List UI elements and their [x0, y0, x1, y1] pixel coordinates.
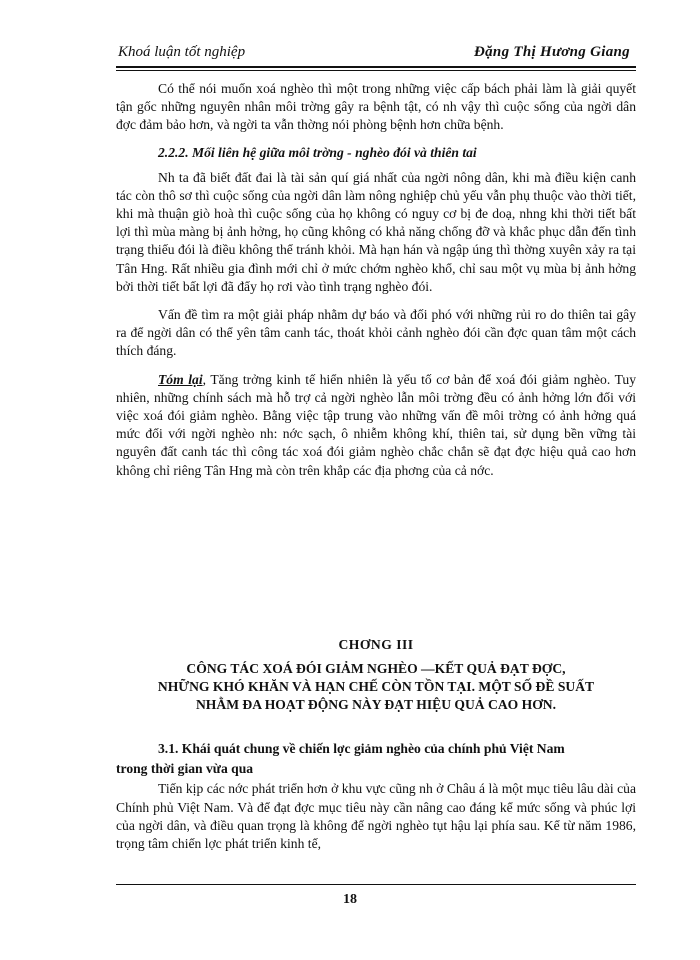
- header-rule-thin: [116, 70, 636, 71]
- footer-rule: [116, 884, 636, 885]
- paragraph-2: Nh ta đã biết đất đai là tài sản quí giá nhất của ngời nông dân, khi mà điều kiện canh tác còn thô sơ thì cuộc sống của ngời dân làm nông nghiệp chủ yếu vẫn phụ thuộc vào thời tiết, khi mà thuận giò hoà thì cuộc sống của họ không có nguy cơ bị đe doạ, nhng khi thời tiết bất lợi thì mùa màng bị ảnh hởng, họ cũng không có khả năng chống đỡ và khắc phục dẫn đến tình trạng thiếu đói là điều không thể tránh khỏi. Mà hạn hán và ngập úng thì thờng xuyên xảy ra tại Tân Hng. Rất nhiều gia đình mới chỉ ở mức chớm nghèo khổ, chỉ sau một vụ mùa bị ảnh hởng bởi thời tiết bất lợi đã đẩy họ rơi vào tình trạng nghèo đói.: [116, 169, 636, 294]
- paragraph-4-text: , Tăng trởng kinh tế hiển nhiên là yếu tố cơ bản để xoá đói giảm nghèo. Tuy nhiên, những chính sách mà hỗ trợ cả ngời nghèo lẫn môi trờng đều có ảnh hởng lớn đối với việc xoá đói giảm nghèo. Bằng việc tập trung vào những vấn đề môi trờng có ảnh hởng quá mức đối với ngời nghèo nh: nớc sạch, ô nhiễm không khí, thiên tai, sử dụng bền vững tài nguyên đất canh tác thì công tác xoá đói giảm nghèo chắc chắn sẽ đạt đợc hiệu quả cao hơn không chỉ riêng Tân Hng mà còn trên khắp các địa phơng của cả nớc.: [116, 371, 636, 478]
- summary-label: Tóm lại: [158, 371, 203, 387]
- paragraph-4: [116, 371, 636, 480]
- paragraph-1: Có thể nói muốn xoá nghèo thì một trong những việc cấp bách phải làm là giải quyết tận gốc những nguyên nhân môi trờng gây ra bệnh tật, có nh vậy thì cuộc sống của ngời dân đợc đảm bảo hơn, và ngời ta vẫn thờng nói phòng bệnh hơn chữa bệnh.: [116, 81, 636, 133]
- chapter-title-line-1: CÔNG TÁC XOÁ ĐÓI GIẢM NGHÈO —KẾT QUẢ ĐẠT ĐỢC,: [186, 661, 566, 676]
- chapter-label: CHƠNG III: [338, 637, 414, 652]
- chapter-title-line-2: NHỮNG KHÓ KHĂN VÀ HẠN CHẾ CÒN TỒN TẠI. MỘT SỐ ĐỀ SUẤT: [157, 679, 595, 694]
- subheading-2-2-2: 2.2.2. Mối liên hệ giữa môi trờng - nghèo đói và thiên tai: [158, 144, 477, 160]
- chapter-title-line-3: NHẰM ĐA HOẠT ĐỘNG NÀY ĐẠT HIỆU QUẢ CAO HƠN.: [195, 697, 556, 712]
- section-heading-line-2: trong thời gian vừa qua: [116, 761, 254, 777]
- paragraph-3: Vấn đề tìm ra một giải pháp nhằm dự báo và đối phó với những rủi ro do thiên tai gây ra để ngời dân có thể yên tâm canh tác, thoát khỏi cảnh nghèo đói cần đợc quan tâm một cách thích đáng.: [116, 307, 636, 359]
- document-body: [116, 80, 636, 490]
- section-3-1: [116, 740, 636, 863]
- page-header-left: Khoá luận tốt nghiệp: [118, 44, 246, 60]
- page-header-right: Đặng Thị Hương Giang: [474, 44, 630, 60]
- section-heading-line-1: 3.1. Khái quát chung về chiến lợc giảm nghèo của chính phủ Việt Nam: [158, 741, 565, 756]
- header-rule-thick: [116, 66, 636, 68]
- chapter-title: [116, 660, 636, 714]
- page-number: 18: [343, 892, 357, 907]
- paragraph-5: Tiến kịp các nớc phát triển hơn ở khu vực cũng nh ở Châu á là một mục tiêu lâu dài của Chính phủ Việt Nam. Và để đạt đợc mục tiêu này cần nâng cao đáng kể mức sống và phúc lợi của ngời dân, và điều quan trọng là không để ngời nghèo tụt hậu lại phía sau. Kể từ năm 1986, trọng tâm chiến lợc phát triển kinh tế,: [116, 781, 636, 852]
